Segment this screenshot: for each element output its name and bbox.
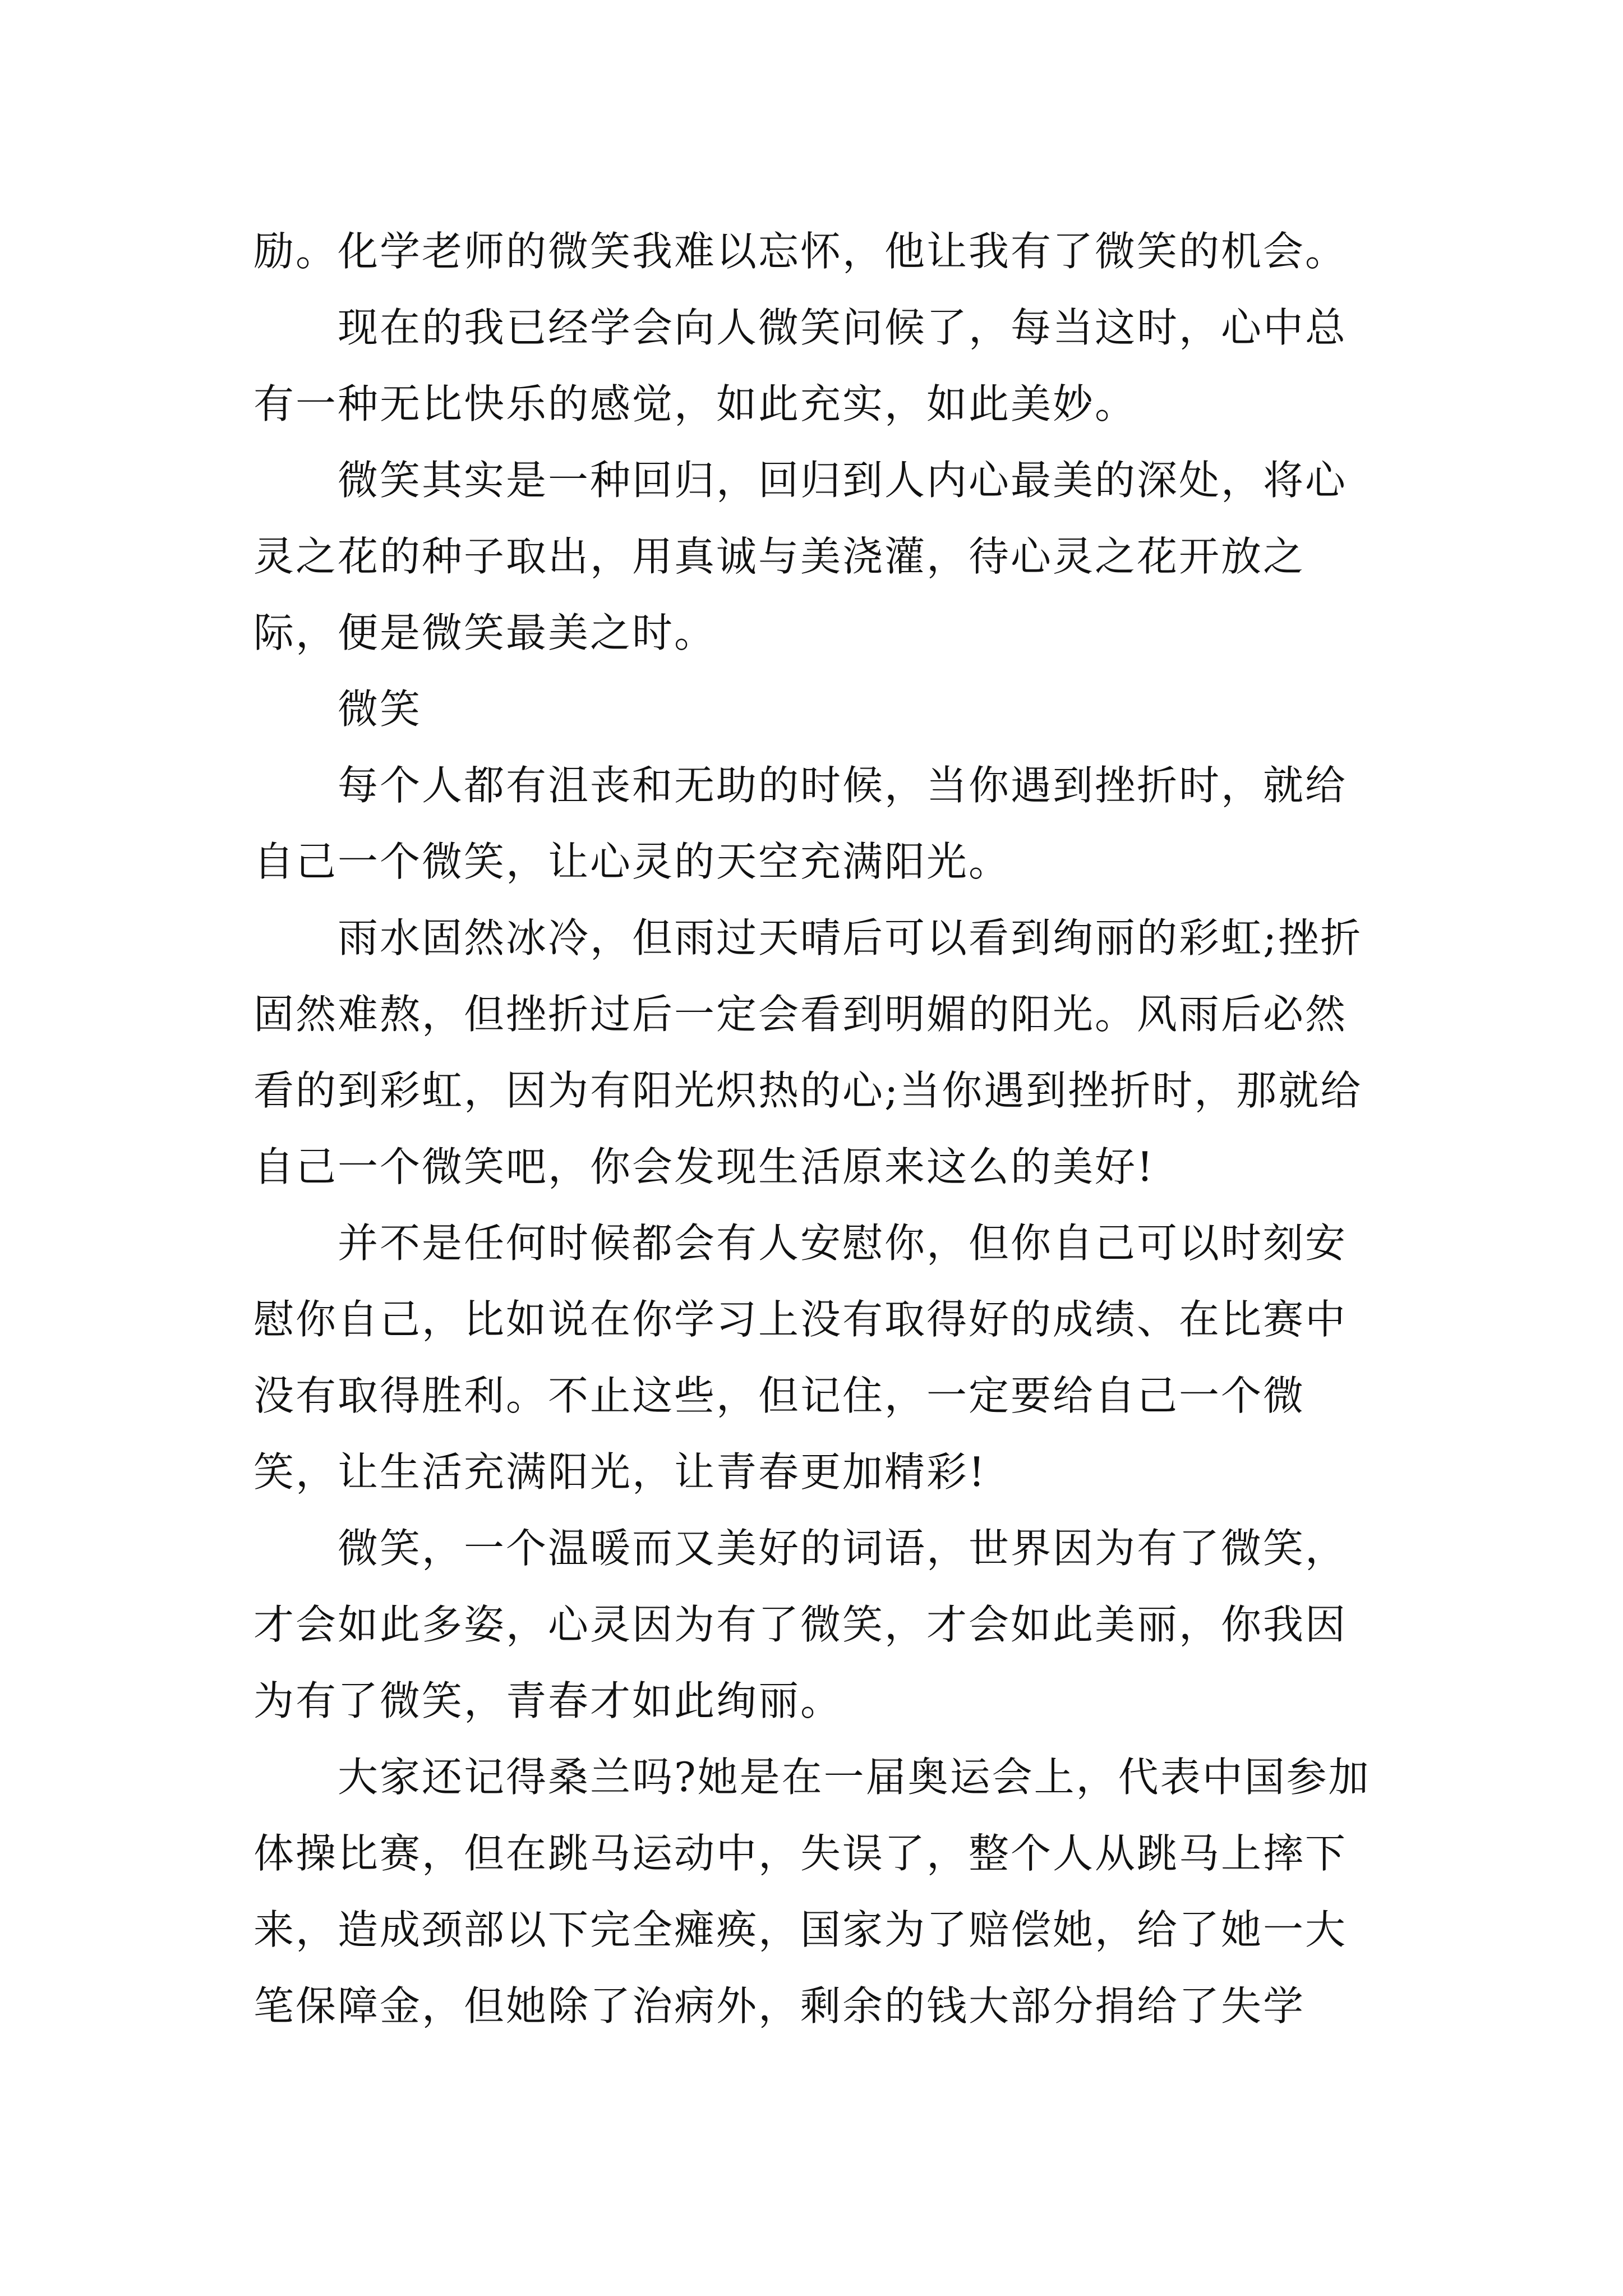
paragraph: 现在的我已经学会向人微笑问候了，每当这时，心中总有一种无比快乐的感觉，如此充实，如此美妙。 (253, 304, 1348, 427)
paragraph: 励。化学老师的微笑我难以忘怀，他让我有了微笑的机会。 (253, 228, 1348, 275)
paragraph: 微笑其实是一种回归，回归到人内心最美的深处，将心灵之花的种子取出，用真诚与美浇灌，待心灵之花开放之际，便是微笑最美之时。 (253, 457, 1348, 656)
paragraph: 每个人都有沮丧和无助的时候，当你遇到挫折时，就给自己一个微笑，让心灵的天空充满阳光。 (253, 762, 1348, 885)
document-body (253, 213, 1381, 2044)
paragraph: 大家还记得桑兰吗?她是在一届奥运会上，代表中国参加体操比赛，但在跳马运动中，失误了，整个人从跳马上摔下来，造成颈部以下完全瘫痪，国家为了赔偿她，给了她一大笔保障金，但她除了治病外，剩余的钱大部分捐给了失学 (253, 1754, 1371, 2030)
section-heading: 微笑 (338, 685, 422, 733)
paragraph: 雨水固然冰冷，但雨过天晴后可以看到绚丽的彩虹;挫折固然难熬，但挫折过后一定会看到明媚的阳光。风雨后必然看的到彩虹，因为有阳光炽热的心;当你遇到挫折时，那就给自己一个微笑吧，你会发现生活原来这么的美好! (253, 914, 1363, 1190)
paragraph: 并不是任何时候都会有人安慰你，但你自己可以时刻安慰你自己，比如说在你学习上没有取得好的成绩、在比赛中没有取得胜利。不止这些，但记住，一定要给自己一个微笑，让生活充满阳光，让青春更加精彩! (253, 1220, 1348, 1496)
paragraph: 微笑，一个温暖而又美好的词语，世界因为有了微笑，才会如此多姿，心灵因为有了微笑，才会如此美丽，你我因为有了微笑，青春才如此绚丽。 (253, 1525, 1348, 1724)
